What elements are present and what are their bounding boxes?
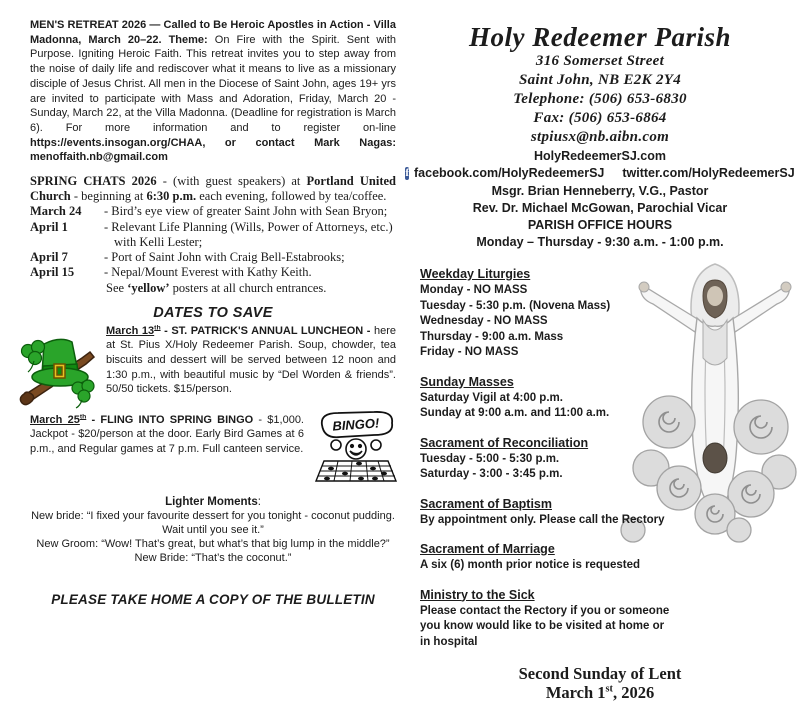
event-description: - Bird’s eye view of greater Saint John with Sean Bryon; bbox=[104, 204, 388, 219]
schedule-line: in hospital bbox=[420, 635, 478, 648]
parish-title: Holy Redeemer Parish bbox=[469, 22, 731, 52]
schedule-line: Tuesday - 5:00 - 5:30 p.m. bbox=[420, 452, 560, 465]
marriage-section bbox=[420, 542, 792, 574]
vicar-name: Rev. Dr. Michael McGowan, Parochial Vicar bbox=[472, 201, 728, 215]
schedule-line: Monday - NO MASS bbox=[420, 284, 528, 296]
bingo-paragraph: March 25th - FLING INTO SPRING BINGO - $1,000. Jackpot - $20/person at the door. Early Bird Games at 6 p.m., and Regular games at 7 p.m. Full canteen service. bbox=[30, 413, 304, 456]
schedule-sections bbox=[408, 267, 792, 650]
event-date: March 24 bbox=[30, 204, 82, 219]
event-date: April 15 bbox=[30, 265, 75, 280]
social-links-row bbox=[405, 166, 795, 180]
schedule-line: Friday - NO MASS bbox=[420, 346, 519, 358]
schedule-line: Thursday - 9:00 a.m. Mass bbox=[420, 330, 564, 343]
schedule-line: Saturday - 3:00 - 3:45 p.m. bbox=[420, 468, 563, 480]
office-hours: Monday – Thursday - 9:30 a.m. - 1:00 p.m. bbox=[476, 235, 724, 249]
reconciliation-section bbox=[420, 436, 792, 483]
spring-chat-item bbox=[30, 220, 396, 235]
joke-line: Wait until you see it.” bbox=[162, 524, 264, 537]
weekday-liturgies-section bbox=[420, 267, 792, 361]
parish-fax: Fax: (506) 653-6864 bbox=[533, 110, 667, 126]
schedule-line: you know would like to be visited at home or bbox=[420, 620, 665, 632]
joke-line: New bride: “I fixed your favourite dessert for you tonight - coconut pudding. bbox=[31, 509, 395, 522]
office-hours-heading: PARISH OFFICE HOURS bbox=[527, 218, 673, 232]
right-column bbox=[405, 22, 795, 702]
lent-date-line: March 1st, 2026 bbox=[545, 683, 655, 702]
shamrock-hat-clipart bbox=[16, 328, 108, 412]
luncheon-item bbox=[30, 324, 396, 406]
event-date: April 1 bbox=[30, 219, 68, 234]
spring-chat-item bbox=[30, 204, 396, 219]
event-description: - Relevant Life Planning (Wills, Power of Attorneys, etc.) bbox=[104, 219, 393, 234]
baptism-section bbox=[420, 497, 792, 529]
section-heading: Sacrament of Reconciliation bbox=[420, 435, 589, 450]
bingo-clipart bbox=[312, 409, 400, 485]
section-heading: Weekday Liturgies bbox=[420, 267, 531, 281]
mens-retreat-paragraph: MEN'S RETREAT 2026 — Called to Be Heroic Apostles in Action - Villa Madonna, March 20–22. Theme: On Fire with the Spirit. Sent with Purpose. Igniting Heroic Faith. This retreat invites you to step away from the noise of daily life and rediscover what it means to live as a missionary disciple of Jesus Christ. All men in the Diocese of Saint John, ages 19+ yrs are invited to participate with Mass and Adoration, Friday, March 20 - Sunday, March 22, at the Villa Madonna. (Deadline for registration is March 6). For more information and to register on-line https://events.insogan.org/CHAA, or contact Mark Nagas: menoffaith.nb@gmail.com bbox=[30, 19, 396, 164]
schedule-line: Please contact the Rectory if you or someone bbox=[420, 604, 670, 617]
bingo-item bbox=[30, 413, 396, 483]
event-description-continued: with Kelli Lester; bbox=[114, 234, 203, 249]
joke-line: New Bride: “That’s the coconut.” bbox=[134, 552, 292, 565]
lighter-moments-section bbox=[30, 495, 396, 566]
lent-line: Second Sunday of Lent bbox=[518, 664, 682, 683]
parish-city: Saint John, NB E2K 2Y4 bbox=[518, 72, 682, 88]
schedule-line: A six (6) month prior notice is requested bbox=[420, 559, 641, 571]
facebook-link: facebook.com/HolyRedeemerSJ bbox=[414, 166, 605, 180]
schedule-line: Tuesday - 5:30 p.m. (Novena Mass) bbox=[420, 299, 611, 312]
sunday-masses-section bbox=[420, 375, 792, 422]
parish-website: HolyRedeemerSJ.com bbox=[533, 149, 666, 163]
lent-footer bbox=[408, 664, 792, 702]
parish-telephone: Telephone: (506) 653-6830 bbox=[513, 91, 687, 107]
section-heading: Sacrament of Baptism bbox=[420, 496, 552, 511]
pastor-name: Msgr. Brian Henneberry, V.G., Pastor bbox=[491, 184, 709, 198]
spring-chat-item bbox=[30, 250, 396, 265]
spring-chats-section bbox=[30, 174, 396, 297]
schedule-line: By appointment only. Please call the Rectory bbox=[420, 513, 665, 526]
bingo-bubble-text: BINGO! bbox=[331, 415, 380, 434]
event-description: - Port of Saint John with Craig Bell-Estabrooks; bbox=[104, 250, 345, 265]
twitter-link: twitter.com/HolyRedeemerSJ bbox=[622, 166, 795, 180]
joke-line: New Groom: “Wow! That’s great, but what’s that big lump in the middle?” bbox=[36, 538, 390, 551]
lighter-moments-heading: Lighter Moments: bbox=[165, 495, 261, 508]
ministry-sick-section bbox=[420, 588, 792, 651]
parish-street: 316 Somerset Street bbox=[535, 53, 665, 69]
schedule-line: Saturday Vigil at 4:00 p.m. bbox=[420, 391, 563, 404]
spring-chats-note: See ‘yellow’ posters at all church entrances. bbox=[106, 281, 327, 296]
spring-chats-intro: SPRING CHATS 2026 - (with guest speakers) at Portland United Church - beginning at 6:30 p.m. each evening, followed by tea/coffee. bbox=[30, 174, 396, 204]
schedule-line: Wednesday - NO MASS bbox=[420, 315, 548, 327]
spring-chat-item bbox=[30, 265, 396, 280]
take-home-notice: PLEASE TAKE HOME A COPY OF THE BULLETIN bbox=[51, 591, 375, 607]
event-date: April 7 bbox=[30, 250, 68, 265]
dates-to-save-heading: DATES TO SAVE bbox=[153, 304, 273, 321]
parish-email: stpiusx@nb.aibn.com bbox=[530, 129, 670, 145]
left-column bbox=[30, 18, 396, 607]
event-description: - Nepal/Mount Everest with Kathy Keith. bbox=[104, 265, 312, 280]
schedule-line: Sunday at 9:00 a.m. and 11:00 a.m. bbox=[420, 407, 610, 419]
facebook-icon: f bbox=[405, 166, 410, 179]
luncheon-paragraph: March 13th - ST. PATRICK'S ANNUAL LUNCHEON - here at St. Pius X/Holy Redeemer Parish. Soup, chowder, tea biscuits and dessert will be served between 12 noon and 1:30 p.m., with beautiful music by “Del Worden & friends”. 50/50 tickets. $15/person. bbox=[106, 324, 396, 396]
section-heading: Ministry to the Sick bbox=[420, 587, 535, 602]
section-heading: Sunday Masses bbox=[420, 374, 514, 389]
section-heading: Sacrament of Marriage bbox=[420, 542, 555, 556]
